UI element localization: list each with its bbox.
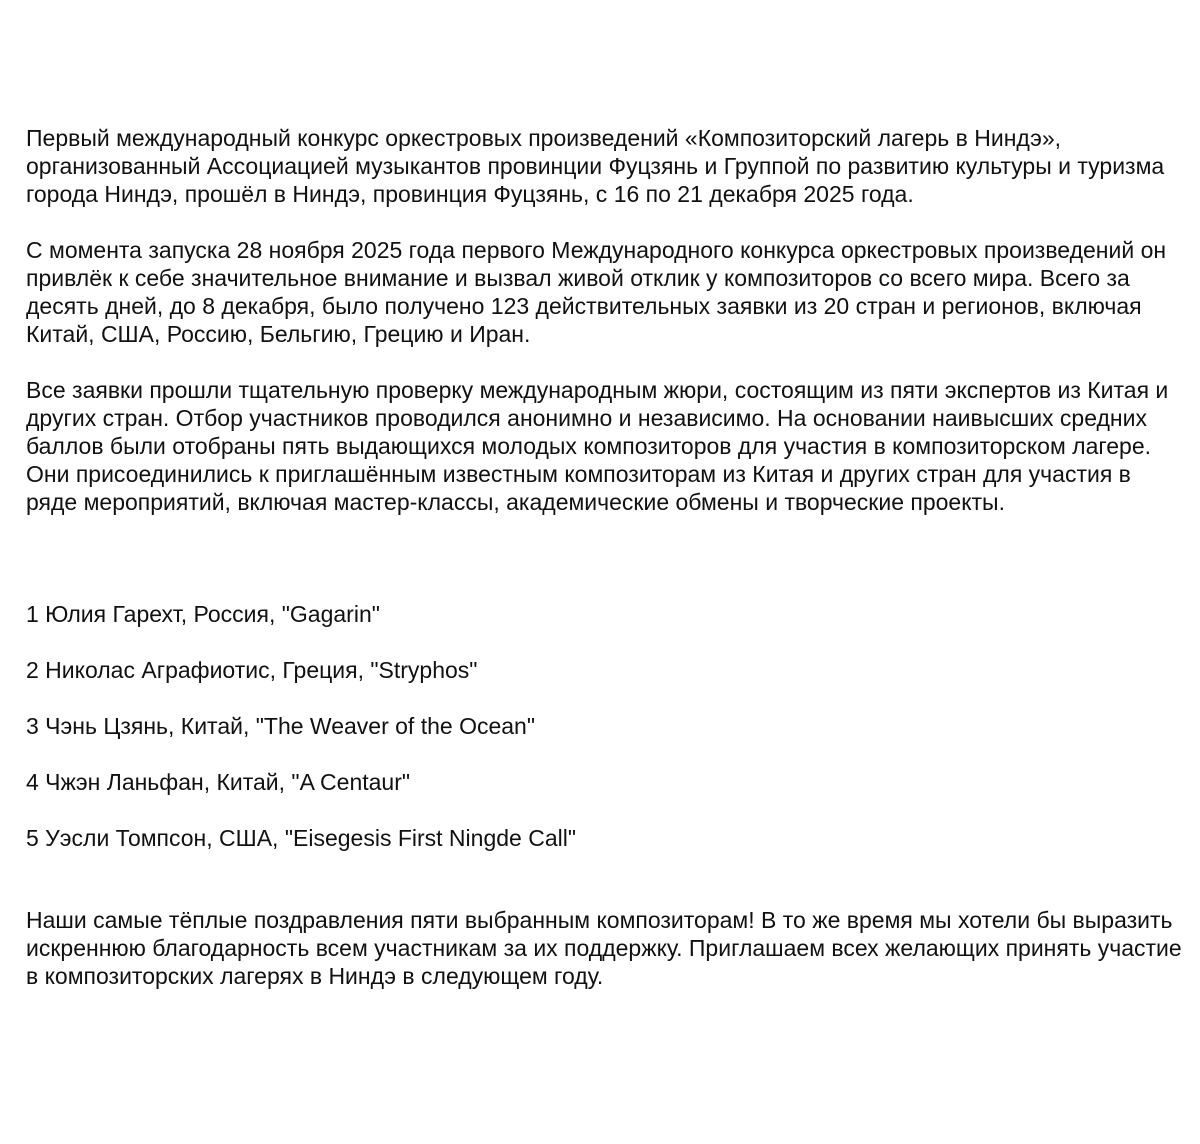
winner-item-1: 1 Юлия Гарехт, Россия, "Gagarin"	[26, 601, 380, 627]
winners-list	[26, 600, 1186, 852]
document-body	[26, 124, 1186, 990]
closing-paragraph: Наши самые тёплые поздравления пяти выбранным композиторам! В то же время мы хотели бы выразить искреннюю благодарность всем участникам за их поддержку. Приглашаем всех желающих принять участие в композиторских лагерях в Ниндэ в следующем году.	[26, 907, 1182, 989]
winner-item-4: 4 Чжэн Ланьфан, Китай, "A Centaur"	[26, 769, 411, 795]
intro-paragraph-3: Все заявки прошли тщательную проверку международным жюри, состоящим из пяти экспертов из Китая и других стран. Отбор участников проводился анонимно и независимо. На основании наивысших средних баллов были отобраны пять выдающихся молодых композиторов для участия в композиторском лагере. Они присоединились к приглашённым известным композиторам из Китая и других стран для участия в ряде мероприятий, включая мастер-классы, академические обмены и творческие проекты.	[26, 377, 1169, 515]
intro-paragraph-1: Первый международный конкурс оркестровых произведений «Композиторский лагерь в Ниндэ», организованный Ассоциацией музыкантов провинции Фуцзянь и Группой по развитию культуры и туризма города Ниндэ, прошёл в Ниндэ, провинция Фуцзянь, с 16 по 21 декабря 2025 года.	[26, 125, 1165, 207]
winner-item-5: 5 Уэсли Томпсон, США, "Eisegesis First Ningde Call"	[26, 825, 576, 851]
winner-item-3: 3 Чэнь Цзянь, Китай, "The Weaver of the Ocean"	[26, 713, 536, 739]
intro-paragraph-2: С момента запуска 28 ноября 2025 года первого Международного конкурса оркестровых произведений он привлёк к себе значительное внимание и вызвал живой отклик у композиторов со всего мира. Всего за десять дней, до 8 декабря, было получено 123 действительных заявки из 20 стран и регионов, включая Китай, США, Россию, Бельгию, Грецию и Иран.	[26, 237, 1167, 347]
winner-item-2: 2 Николас Аграфиотис, Греция, "Stryphos"	[26, 657, 478, 683]
